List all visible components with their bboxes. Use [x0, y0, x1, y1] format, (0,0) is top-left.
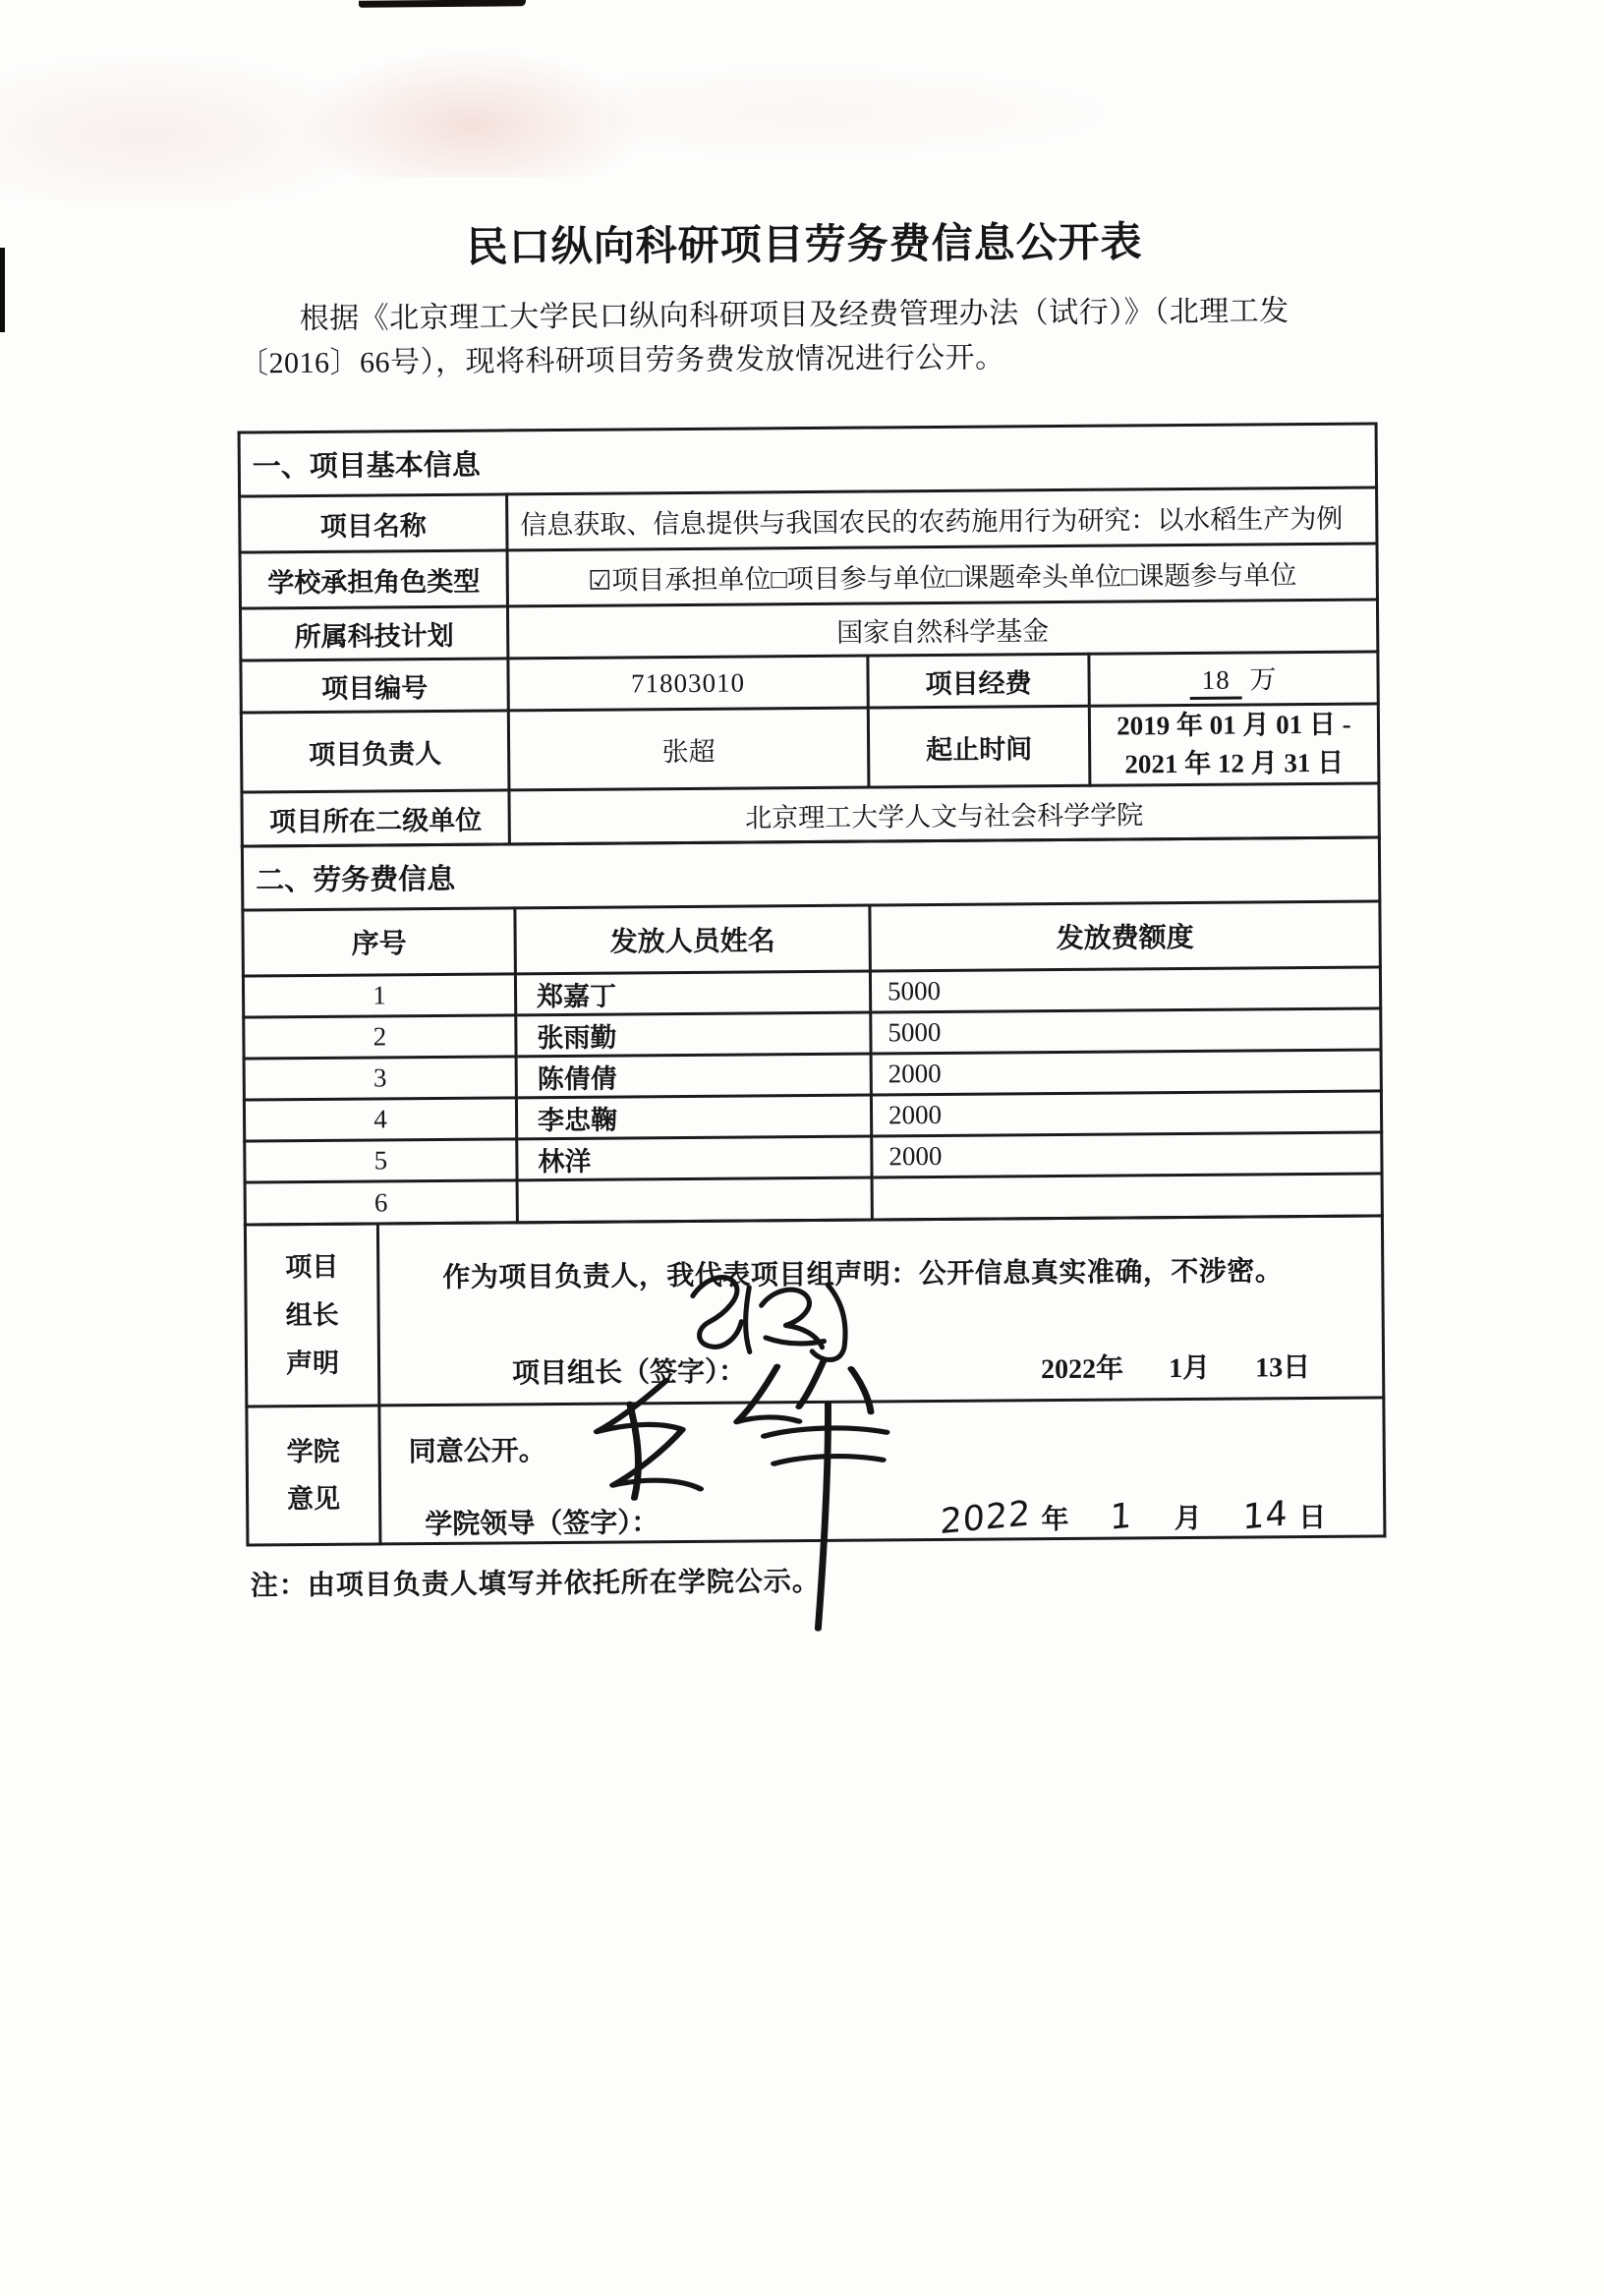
declaration-label-line: 项目 [285, 1252, 339, 1283]
col-header-name: 发放人员姓名 [515, 905, 871, 974]
col-header-no: 序号 [243, 908, 516, 976]
unit-label: 项目所在二级单位 [242, 790, 509, 846]
fee-row-no: 1 [243, 974, 515, 1017]
role-type-label: 学校承担角色类型 [240, 550, 507, 608]
fee-row-name [517, 1177, 872, 1223]
duration-label: 起止时间 [868, 706, 1090, 787]
declaration-label-line: 声明 [285, 1348, 340, 1378]
table-row [241, 704, 1379, 792]
duration-line-1: 2019 年 01 月 01 日 - [1117, 709, 1351, 741]
intro-paragraph: 根据《北京理工大学民口纵向科研项目及经费管理办法（试行）》（北理工发〔2016〕66号），现将科研项目劳务费发放情况进行公开。 [238, 295, 1289, 380]
leader-value: 张超 [508, 708, 869, 790]
fee-row-amount: 2000 [871, 1050, 1381, 1095]
opinion-date-day-handwritten: 14 [1242, 1494, 1289, 1538]
section-1-heading: 一、项目基本信息 [239, 424, 1376, 496]
fee-row-no: 5 [245, 1139, 517, 1182]
opinion-date [939, 1494, 1327, 1543]
basic-info-table [238, 422, 1381, 847]
declaration-statement: 作为项目负责人，我代表项目组声明：公开信息真实准确，不涉密。 [442, 1256, 1284, 1294]
fee-row-name: 李忠鞠 [516, 1095, 871, 1139]
opinion-label [247, 1406, 380, 1545]
declaration-date-day: 13日 [1255, 1352, 1311, 1384]
leader-sign-label: 项目组长（签字）： [511, 1356, 747, 1390]
fee-row-no: 4 [244, 1098, 516, 1141]
opinion-label-line: 意见 [286, 1484, 341, 1515]
declaration-sign-line [512, 1346, 1382, 1392]
opinion-date-month-unit: 月 [1174, 1504, 1202, 1535]
fee-row-no: 3 [244, 1057, 516, 1100]
fee-row-name: 张雨勤 [516, 1012, 871, 1057]
declaration-date [1041, 1346, 1310, 1387]
table-row [239, 424, 1376, 496]
opinion-date-year-unit: 年 [1041, 1505, 1069, 1536]
opinion-sign-line [425, 1496, 1383, 1543]
project-no-value: 71803010 [508, 656, 868, 711]
fee-row-name: 林洋 [517, 1136, 872, 1180]
labor-fee-table [241, 836, 1384, 1227]
document-title: 民口纵向科研项目劳务费信息公开表 [466, 218, 1143, 270]
fee-row-name: 陈倩倩 [516, 1054, 871, 1098]
col-header-amount: 发放费额度 [870, 901, 1381, 971]
table-row [245, 1216, 1383, 1406]
duration-line-2: 2021 年 12 月 31 日 [1124, 747, 1345, 779]
table-row [240, 488, 1377, 552]
scan-edge-artifact [0, 248, 5, 332]
declaration-cell [377, 1216, 1383, 1406]
leader-label: 项目负责人 [241, 711, 509, 792]
funding-label: 项目经费 [868, 654, 1089, 708]
declaration-date-month: 1月 [1169, 1353, 1211, 1385]
table-row [242, 837, 1379, 910]
duration-value [1089, 704, 1379, 786]
document-content [234, 0, 1384, 1604]
table-row [241, 652, 1378, 713]
fee-row-amount [872, 1174, 1382, 1220]
signoff-table [244, 1215, 1387, 1547]
funding-value [1089, 652, 1378, 706]
section-2-heading: 二、劳务费信息 [242, 837, 1379, 910]
declaration-label-line: 组长 [285, 1299, 339, 1331]
project-name-label: 项目名称 [240, 494, 507, 552]
fee-row-amount: 5000 [870, 967, 1380, 1012]
fee-row-name: 郑嘉丁 [515, 971, 870, 1015]
opinion-cell [379, 1398, 1385, 1544]
funding-unit: 万 [1249, 664, 1278, 695]
table-row [240, 600, 1377, 660]
opinion-date-year-handwritten: 2022 [939, 1494, 1032, 1543]
opinion-statement: 同意公开。 [408, 1436, 546, 1468]
opinion-date-day-unit: 日 [1298, 1503, 1327, 1534]
dean-sign-label: 学院领导（签字）： [425, 1508, 659, 1541]
unit-value: 北京理工大学人文与社会科学学院 [509, 783, 1379, 844]
declaration-label [245, 1224, 378, 1406]
fee-row-amount: 2000 [872, 1132, 1382, 1177]
role-type-checkboxes: ☑项目承担单位□项目参与单位□课题牵头单位□课题参与单位 [507, 544, 1377, 606]
program-label: 所属科技计划 [240, 606, 507, 660]
fee-header-row [243, 901, 1380, 976]
declaration-date-year: 2022年 [1040, 1353, 1124, 1386]
funding-amount: 18 [1190, 665, 1242, 700]
project-name-value: 信息获取、信息提供与我国农民的农药施用行为研究：以水稻生产为例 [507, 488, 1377, 550]
table-row [240, 544, 1377, 608]
fee-row-no: 6 [245, 1180, 517, 1225]
opinion-date-month-handwritten: 1 [1109, 1496, 1134, 1539]
footnote: 注：由项目负责人填写并依托所在学院公示。 [250, 1567, 821, 1602]
fee-row-no: 2 [244, 1015, 516, 1059]
fee-row-amount: 2000 [871, 1091, 1381, 1136]
opinion-label-line: 学院 [286, 1436, 340, 1466]
table-row [247, 1398, 1385, 1545]
fee-row-amount: 5000 [871, 1008, 1381, 1054]
program-value: 国家自然科学基金 [507, 600, 1377, 659]
project-no-label: 项目编号 [241, 659, 508, 713]
